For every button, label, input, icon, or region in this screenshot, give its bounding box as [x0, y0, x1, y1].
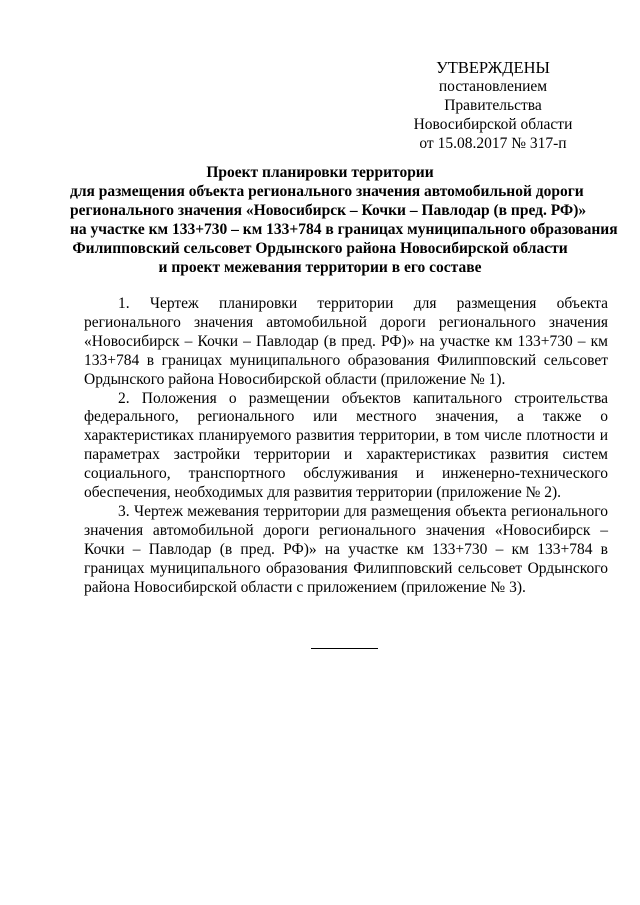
document-body: [84, 295, 608, 598]
title-line-1: Проект планировки территории: [206, 164, 434, 181]
item-paragraph-2: 2. Положения о размещении объектов капитального строительства федерального, регионального или местного значения, а также о характеристиках планируемого развития территории, в том числе плотности и параметрах застройки территории и характеристиках развития систем социального, транспортного обслуживания и инженерно-технического обеспечения, необходимых для развития территории (приложение № 2).: [84, 389, 608, 502]
title-line-5: Филипповский сельсовет Ордынского района Новосибирской области: [72, 240, 568, 257]
title-line-4: на участке км 133+730 – км 133+784 в границах муниципального образования: [70, 221, 618, 238]
document-title: [70, 163, 618, 277]
title-line-6: и проект межевания территории в его составе: [158, 259, 482, 276]
approval-line-2: Новосибирской области: [413, 116, 573, 133]
approval-title: УТВЕРЖДЕНЫ: [436, 58, 550, 77]
title-line-2: для размещения объекта регионального значения автомобильной дороги: [70, 183, 584, 200]
approval-line-3: от 15.08.2017 № 317-п: [419, 135, 567, 152]
item-paragraph-3: 3. Чертеж межевания территории для размещения объекта регионального значения автомобильной дороги регионального значения «Новосибирск – Кочки – Павлодар (в пред. РФ)» на участке км 133+730 – км 133+784 в границах муниципального образования Филипповский сельсовет Ордынского района Новосибирской области с приложением (приложение № 3).: [84, 502, 608, 596]
approval-block: [398, 58, 588, 153]
approval-line-1: постановлением Правительства: [438, 78, 548, 114]
end-divider: [311, 648, 378, 649]
item-paragraph-1: 1. Чертеж планировки территории для размещения объекта регионального значения автомобильной дороги регионального значения «Новосибирск – Кочки – Павлодар (в пред. РФ)» на участке км 133+730 – км 133+784 в границах муниципального образования Филипповский сельсовет Ордынского района Новосибирской области (приложение № 1).: [84, 295, 608, 388]
title-line-3: регионального значения «Новосибирск – Кочки – Павлодар (в пред. РФ)»: [70, 202, 587, 219]
